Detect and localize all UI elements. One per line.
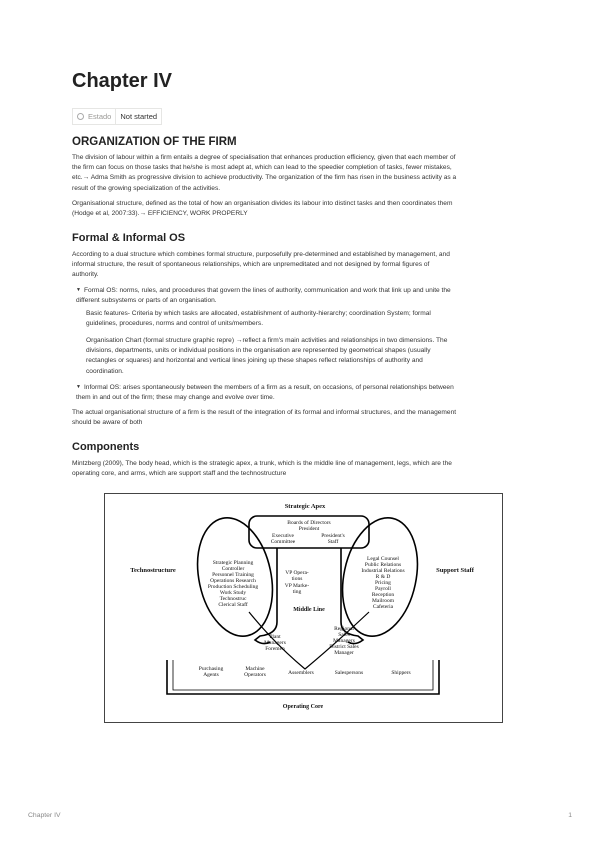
vp-ops-line-1: VP Opera- bbox=[285, 570, 309, 576]
text-line: different subsystems or parts of an organisation. bbox=[76, 297, 217, 305]
text-line: The actual organisational structure of a firm is the result of the integration of its formal and informal structures, and the management bbox=[72, 409, 457, 416]
label-strategic-apex: Strategic Apex bbox=[284, 503, 326, 510]
text-line: Organisational structure, defined as the total of how an organisation divides its labour into distinct tasks and then coordinates them bbox=[72, 200, 453, 207]
text-line: Mintzberg (2009), The body head, which is the strategic apex, a trunk, which is the middle line of management, legs, which are the bbox=[72, 460, 452, 467]
core-item: Operators bbox=[244, 672, 266, 678]
section-heading-components: Components bbox=[72, 441, 140, 453]
core-item: Shippers bbox=[391, 670, 411, 676]
plant-line-2: Managers bbox=[264, 640, 286, 646]
support-item: Reception bbox=[371, 592, 395, 598]
paragraph-org-structure bbox=[72, 199, 532, 219]
regional-line-1: Regional bbox=[334, 626, 354, 632]
paragraph-basic-features bbox=[86, 309, 532, 329]
plant-line-1: Plant bbox=[269, 634, 281, 640]
support-item: Cafeteria bbox=[372, 604, 394, 610]
text-line: divisions, departments, units or individual positions in the organisation are represented by geometrical shapes (usually bbox=[86, 347, 431, 355]
techno-item: Personnel Training bbox=[212, 572, 254, 578]
text-line: the firm can focus on those tasks that he/she is most adept at, which can lead to the speedier completion of tasks, fewer mistakes, bbox=[72, 164, 452, 172]
core-item: Salespersons bbox=[334, 670, 364, 676]
label-support-staff: Support Staff bbox=[436, 567, 474, 574]
support-item: Public Relations bbox=[364, 562, 402, 568]
support-item: Industrial Relations bbox=[361, 568, 405, 574]
paragraph-mintzberg bbox=[72, 459, 532, 479]
section-heading-formal-informal: Formal & Informal OS bbox=[72, 232, 186, 244]
page-title: Chapter IV bbox=[72, 70, 173, 92]
techno-item: Operations Research bbox=[210, 578, 256, 584]
techno-item: Technostruc bbox=[219, 596, 247, 602]
property-label bbox=[73, 109, 116, 124]
paragraph-division-of-labour bbox=[72, 153, 532, 194]
core-item: Agents bbox=[203, 672, 219, 678]
regional-line-3: Managers bbox=[333, 638, 355, 644]
text-line: rectangles or squares) and horizontal and vertical lines joining up these shapes reflect relationships of authority and bbox=[86, 357, 423, 365]
plant-line-3: Foremen bbox=[265, 646, 285, 652]
techno-item: Clerical Staff bbox=[218, 602, 248, 608]
property-value[interactable]: Not started bbox=[120, 112, 158, 121]
apex-line-2: President bbox=[298, 526, 320, 532]
regional-line-2: Sales bbox=[338, 632, 350, 638]
vp-mkt-line-1: VP Marke- bbox=[284, 583, 310, 589]
techno-items bbox=[208, 560, 259, 608]
support-items bbox=[361, 556, 404, 610]
techno-item: Work Study bbox=[219, 590, 247, 596]
label-operating-core: Operating Core bbox=[282, 704, 324, 710]
text-line: According to a dual structure which combines formal structure, purposefully pre-determined and established by management, and bbox=[72, 251, 450, 258]
footer-page-number: 1 bbox=[568, 812, 572, 819]
text-line: The division of labour within a firm entails a degree of specialisation that enhances production efficiency, given that each member of bbox=[72, 154, 456, 161]
label-technostructure: Technostructure bbox=[130, 567, 176, 574]
text-line: (Hodge et al, 2007:33).→ EFFICIENCY, WORK PROPERLY bbox=[72, 210, 248, 218]
regional-line-4: District Sales bbox=[329, 644, 359, 650]
text-line: Organisation Chart (formal structure graphic repre) →reflect a firm's main activities and relationships in two dimensions. The bbox=[86, 337, 448, 344]
techno-item: Strategic Planning bbox=[212, 560, 254, 566]
support-item: R & D bbox=[375, 574, 391, 580]
techno-item: Controller bbox=[221, 566, 245, 572]
text-line: Basic features- Criteria by which tasks are allocated, establishment of authority-hierarchy; coordination System; formal bbox=[86, 310, 431, 317]
staff-line-2: Staff bbox=[327, 539, 339, 545]
text-line: ▼ Formal OS: norms, rules, and procedures that govern the lines of authority, communication and work that link up and unite the bbox=[76, 286, 532, 296]
apex-line-1: Boards of Directors bbox=[287, 520, 331, 526]
paragraph-actual-structure bbox=[72, 408, 532, 428]
core-item: Assemblers bbox=[288, 670, 314, 676]
staff-line-1: President's bbox=[321, 533, 345, 539]
text-line: authority. bbox=[72, 271, 99, 279]
support-item: Legal Counsel bbox=[367, 556, 399, 562]
footer-title: Chapter IV bbox=[28, 812, 61, 819]
regional-line-5: Manager bbox=[334, 650, 354, 656]
vp-mkt-line-2: ting bbox=[292, 589, 302, 595]
text-line: informal structure, the result of spontaneous relationships, which are unpremeditated and not designed by formal figures of bbox=[72, 261, 430, 269]
support-item: Pricing bbox=[375, 580, 391, 586]
support-item: Payroll bbox=[375, 586, 391, 592]
text-line: coordination. bbox=[86, 367, 124, 375]
exec-line-2: Committee bbox=[270, 539, 296, 545]
core-item: Machine bbox=[245, 666, 265, 672]
section-heading-organization: ORGANIZATION OF THE FIRM bbox=[72, 136, 237, 148]
techno-item: Production Scheduling bbox=[207, 584, 259, 590]
text-line: them in and out of the firm; these may change and evolve over time. bbox=[76, 394, 275, 402]
text-line: etc.→ Adma Smith as progressive division to achieve productivity. The organization of the firm has risen in the business activity as a bbox=[72, 174, 457, 182]
mintzberg-diagram bbox=[104, 493, 503, 723]
core-item: Purchasing bbox=[198, 666, 224, 672]
label-middle-line: Middle Line bbox=[293, 607, 325, 613]
text-line: result of the growing specialization of the activities. bbox=[72, 184, 221, 192]
vp-ops-line-2: tions bbox=[291, 576, 303, 582]
paragraph-organisation-chart bbox=[86, 336, 532, 377]
status-icon bbox=[77, 113, 84, 120]
property-label-text: Estado bbox=[88, 112, 112, 121]
diagram-svg bbox=[105, 494, 502, 722]
support-item: Mailroom bbox=[372, 598, 394, 604]
text-line: ▼ Informal OS: arises spontaneously between the members of a firm as a result, on occasions, of personal relationships between bbox=[76, 383, 532, 393]
status-property[interactable] bbox=[72, 108, 162, 125]
text-line: should be aware of both bbox=[72, 419, 143, 427]
toggle-informal-os[interactable] bbox=[76, 383, 532, 403]
text-line: guidelines, procedures, norms and control of units/members. bbox=[86, 320, 264, 328]
exec-line-1: Executive bbox=[272, 533, 294, 539]
paragraph-dual-structure bbox=[72, 250, 532, 281]
toggle-formal-os[interactable] bbox=[76, 286, 532, 306]
text-line: operating core, and arms, which are support staff and the technostructure bbox=[72, 470, 287, 478]
